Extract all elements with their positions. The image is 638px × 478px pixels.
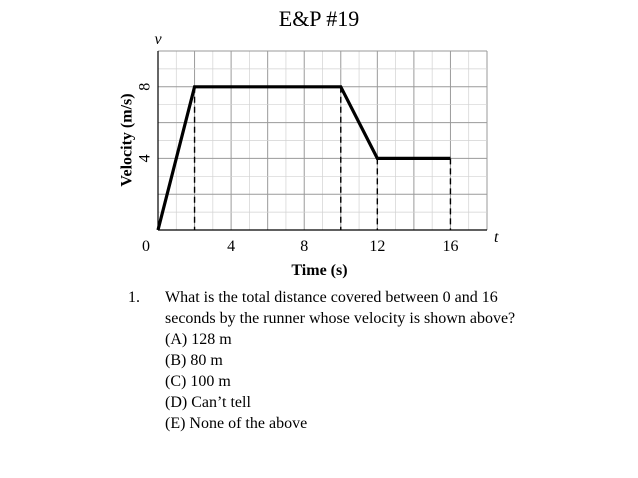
- y-tick-label: 4: [136, 154, 154, 163]
- answer-option: (A) 128 m: [165, 331, 232, 348]
- x-axis-variable: t: [494, 229, 499, 246]
- x-tick-label: 4: [227, 238, 236, 255]
- x-axis-title: Time (s): [291, 262, 348, 279]
- question-number: 1.: [128, 289, 140, 306]
- answer-option: (C) 100 m: [165, 373, 231, 390]
- y-axis-title: Velocity (m/s): [118, 93, 136, 187]
- x-tick-label: 8: [300, 238, 309, 255]
- answer-option: (D) Can’t tell: [165, 394, 251, 411]
- x-tick-label: 16: [442, 238, 459, 255]
- y-axis-variable: v: [154, 31, 162, 48]
- answer-option: (B) 80 m: [165, 352, 223, 369]
- answer-options: [165, 329, 548, 434]
- x-tick-label: 0: [142, 238, 150, 255]
- chart-grid: [158, 51, 487, 230]
- x-tick-label: 12: [369, 238, 386, 255]
- question-block: [128, 287, 548, 434]
- y-tick-label: 8: [136, 82, 154, 91]
- slide-title: E&P #19: [278, 6, 360, 31]
- question-text: What is the total distance covered between 0 and 16 seconds by the runner whose velocity is shown above?: [165, 289, 516, 327]
- answer-option: (E) None of the above: [165, 415, 308, 432]
